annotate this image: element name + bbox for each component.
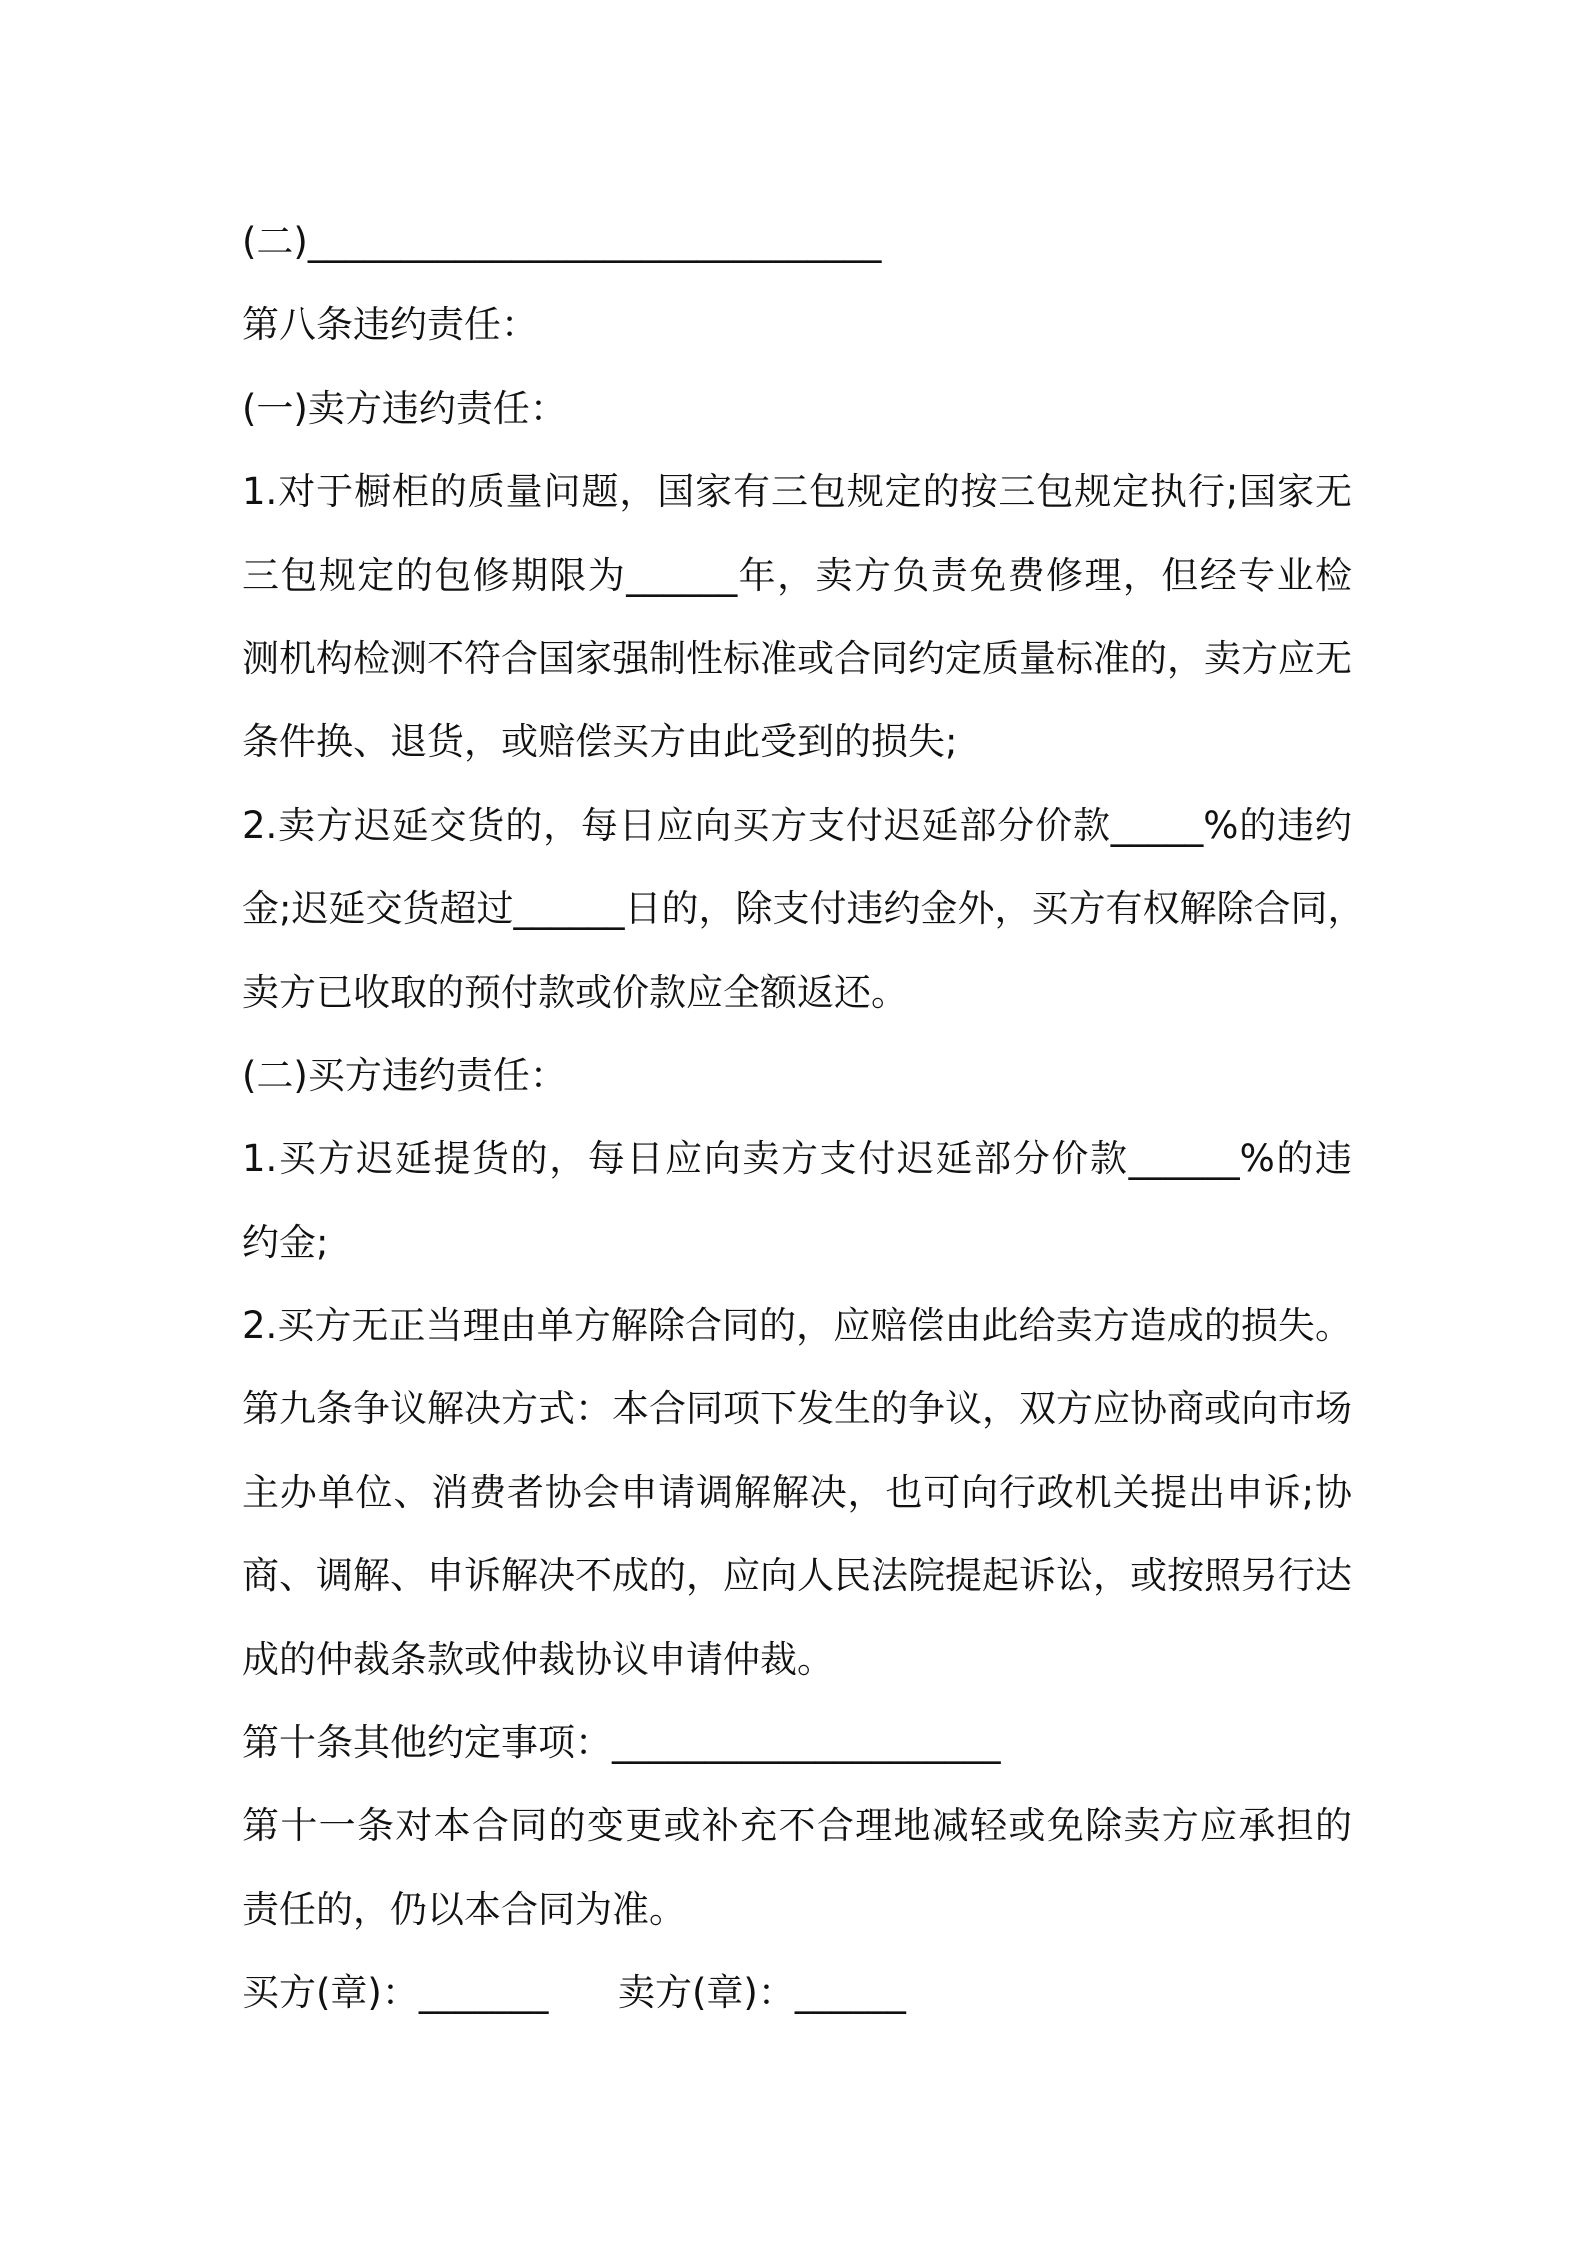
signature-row [242,1951,1352,2034]
seller-signature: 卖方(章)：______ [618,1971,906,2015]
text-line: (二)买方违约责任： [242,1053,567,1097]
text-line: 卖方已收取的预付款或价款应全额返还。 [242,970,908,1014]
text-line: (二)_______________________________ [242,220,882,263]
text-line: 第八条违约责任： [242,303,538,347]
contract-body [242,200,1365,1951]
text-line: 测机构检测不符合国家强制性标准或合同约定质量标准的，卖方应无 [242,636,1352,680]
text-line: 责任的，仍以本合同为准。 [242,1887,686,1931]
buyer-signature: 买方(章)：_______ [242,1971,549,2015]
text-line: 2.买方无正当理由单方解除合同的，应赔偿由此给卖方造成的损失。 [242,1304,1352,1348]
text-line: (一)卖方违约责任： [242,386,567,430]
text-line: 主办单位、消费者协会申请调解解决，也可向行政机关提出申诉;协 [242,1470,1352,1514]
text-line: 金;迟延交货超过______日的，除支付违约金外，买方有权解除合同， [242,887,1365,931]
text-line: 第九条争议解决方式：本合同项下发生的争议，双方应协商或向市场 [242,1387,1352,1431]
text-line: 第十条其他约定事项：_____________________ [242,1721,1001,1765]
text-line: 约金; [242,1220,329,1264]
contract-page [242,200,1365,2035]
text-line: 成的仲裁条款或仲裁协议申请仲裁。 [242,1637,834,1681]
text-line: 三包规定的包修期限为______年，卖方负责免费修理，但经专业检 [242,553,1352,597]
text-line: 1.对于橱柜的质量问题，国家有三包规定的按三包规定执行;国家无 [242,470,1352,514]
text-line: 1.买方迟延提货的，每日应向卖方支付迟延部分价款______%的违 [242,1137,1352,1181]
text-line: 2.卖方迟延交货的，每日应向买方支付迟延部分价款_____%的违约 [242,803,1352,847]
text-line: 商、调解、申诉解决不成的，应向人民法院提起诉讼，或按照另行达 [242,1554,1352,1598]
text-line: 条件换、退货，或赔偿买方由此受到的损失; [242,720,958,764]
text-line: 第十一条对本合同的变更或补充不合理地减轻或免除卖方应承担的 [242,1804,1352,1848]
